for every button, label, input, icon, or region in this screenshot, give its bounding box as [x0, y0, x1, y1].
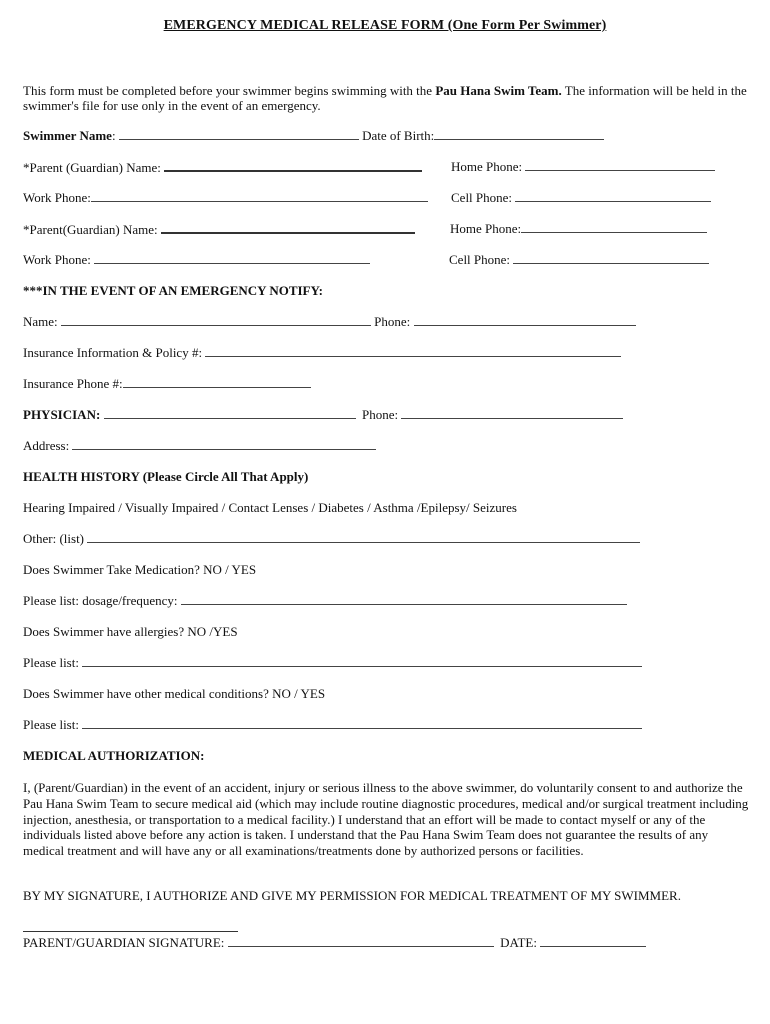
other-list-label: Other: (list) [23, 531, 85, 546]
physician-address-row [23, 438, 376, 454]
swimmer-name-colon: : [111, 128, 116, 143]
signature-field[interactable] [228, 935, 494, 947]
parent1-cell-row [451, 190, 711, 206]
dosage-label: Please list: dosage/frequency: [23, 593, 178, 608]
parent2-cell-field[interactable] [513, 252, 709, 264]
emergency-phone-field[interactable] [414, 314, 636, 326]
parent2-cell-row [449, 252, 709, 268]
signature-label: PARENT/GUARDIAN SIGNATURE: [23, 935, 225, 950]
form-title: EMERGENCY MEDICAL RELEASE FORM (One Form Per Swimmer) [163, 18, 607, 33]
insurance-phone-label: Insurance Phone #: [23, 376, 123, 391]
intro-text-after: The information will be held in the swimmer's file for use only in the event of an emergency. [23, 83, 747, 113]
parent2-cell-label: Cell Phone: [449, 252, 511, 267]
signature-row [23, 935, 646, 951]
other-medical-list-row [23, 717, 642, 733]
insurance-phone-row [23, 376, 311, 392]
health-conditions-list[interactable]: Hearing Impaired / Visually Impaired / Contact Lenses / Diabetes / Asthma /Epilepsy/ Seizures [23, 500, 517, 515]
swimmer-row [23, 128, 604, 144]
insurance-label: Insurance Information & Policy #: [23, 345, 203, 360]
signature-line[interactable] [23, 931, 238, 932]
parent2-name-label: *Parent(Guardian) Name: [23, 222, 158, 237]
parent1-work-label: Work Phone: [23, 190, 91, 205]
parent1-name-field[interactable] [164, 159, 422, 172]
other-list-field[interactable] [87, 531, 640, 543]
parent2-work-label: Work Phone: [23, 252, 91, 267]
physician-address-field[interactable] [72, 438, 376, 450]
physician-phone-label: Phone: [362, 407, 399, 422]
emergency-heading: ***IN THE EVENT OF AN EMERGENCY NOTIFY: [23, 283, 324, 298]
insurance-phone-field[interactable] [123, 376, 311, 388]
parent2-work-field[interactable] [94, 252, 370, 264]
allergies-list-label: Please list: [23, 655, 79, 670]
parent2-home-field[interactable] [521, 221, 707, 233]
medical-authorization-heading: MEDICAL AUTHORIZATION: [23, 748, 205, 763]
parent2-name-row [23, 221, 415, 238]
parent1-name-label: *Parent (Guardian) Name: [23, 160, 161, 175]
parent1-work-row [23, 190, 428, 206]
other-conditions-row [23, 531, 640, 547]
swimmer-name-label: Swimmer Name [23, 128, 112, 143]
other-medical-list-field[interactable] [82, 717, 642, 729]
physician-row [23, 407, 623, 423]
dob-field[interactable] [434, 128, 604, 140]
insurance-row [23, 345, 621, 361]
intro-paragraph [23, 83, 753, 113]
parent2-name-field[interactable] [161, 221, 415, 234]
parent2-home-label: Home Phone: [450, 221, 522, 236]
parent2-home-row [450, 221, 707, 237]
allergies-list-row [23, 655, 642, 671]
allergies-question[interactable]: Does Swimmer have allergies? NO /YES [23, 624, 238, 639]
parent1-home-field[interactable] [525, 159, 715, 171]
physician-field[interactable] [104, 407, 356, 419]
authorization-paragraph: I, (Parent/Guardian) in the event of an accident, injury or serious illness to the above swimmer, do voluntarily consent to and authorize the Pau Hana Swim Team to secure medical aid (which may include routine diagnostic procedures, medical and/or surgical treatment including injection, anesthesia, or transportation to a medical facility.) I understand that an effort will be made to contact myself or any of the individuals listed above before any action is taken. I understand that the Pau Hana Swim Team does not guarantee the results of any medical treatment and will have any or all examinations/treatments done by authorized persons or facilities. [23, 780, 749, 859]
parent1-cell-field[interactable] [515, 190, 711, 202]
allergies-list-field[interactable] [82, 655, 642, 667]
physician-phone-field[interactable] [401, 407, 623, 419]
parent2-work-row [23, 252, 370, 268]
emergency-name-row [23, 314, 636, 330]
date-field[interactable] [540, 935, 646, 947]
parent1-work-field[interactable] [91, 190, 428, 202]
medication-question[interactable]: Does Swimmer Take Medication? NO / YES [23, 562, 257, 577]
parent1-home-label: Home Phone: [451, 159, 523, 174]
emergency-name-field[interactable] [61, 314, 371, 326]
dosage-field[interactable] [181, 593, 627, 605]
authorization-statement: BY MY SIGNATURE, I AUTHORIZE AND GIVE MY PERMISSION FOR MEDICAL TREATMENT OF MY SWIMMER. [23, 888, 681, 903]
intro-text-before: This form must be completed before your swimmer begins swimming with the [23, 83, 436, 98]
physician-label: PHYSICIAN: [23, 407, 101, 422]
insurance-field[interactable] [205, 345, 621, 357]
dosage-row [23, 593, 627, 609]
emergency-name-label: Name: [23, 314, 58, 329]
team-name: Pau Hana Swim Team. [435, 83, 562, 98]
parent1-name-row [23, 159, 422, 176]
swimmer-name-field[interactable] [119, 128, 359, 140]
date-label: DATE: [500, 935, 537, 950]
parent1-home-row [451, 159, 715, 175]
other-medical-list-label: Please list: [23, 717, 79, 732]
emergency-phone-label: Phone: [374, 314, 411, 329]
physician-address-label: Address: [23, 438, 70, 453]
parent1-cell-label: Cell Phone: [451, 190, 513, 205]
other-medical-question[interactable]: Does Swimmer have other medical conditions? NO / YES [23, 686, 326, 701]
health-history-heading: HEALTH HISTORY (Please Circle All That Apply) [23, 469, 309, 484]
dob-label: Date of Birth: [362, 128, 435, 143]
